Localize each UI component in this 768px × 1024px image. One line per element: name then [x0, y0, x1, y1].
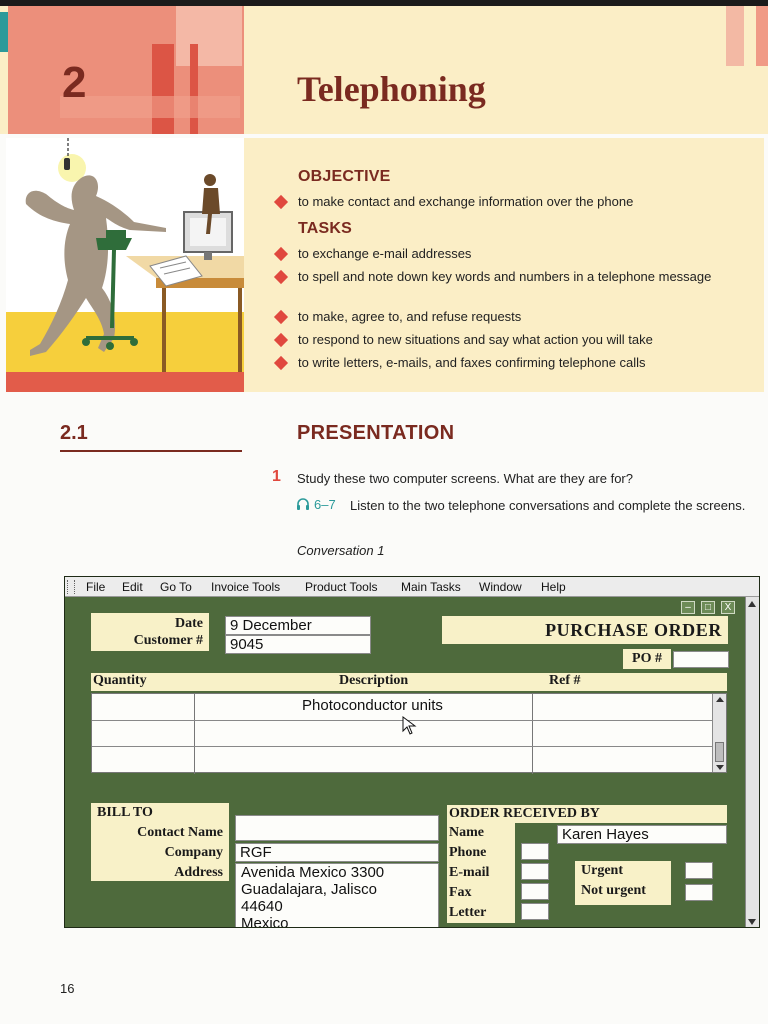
maximize-button[interactable]: □: [701, 601, 715, 614]
column-quantity: Quantity: [93, 673, 147, 688]
bill-to-label: BILL TO: [97, 805, 153, 820]
customer-label: Customer #: [133, 633, 203, 648]
teal-tab-decoration: [0, 12, 8, 52]
telephone-illustration: [6, 138, 244, 392]
received-by-name-field[interactable]: Karen Hayes: [557, 825, 727, 844]
section-number-rule: [60, 450, 242, 452]
bullet-diamond-icon: [274, 333, 288, 347]
phone-checkbox[interactable]: [521, 843, 549, 860]
section-number: 2.1: [60, 422, 88, 444]
conversation-label: Conversation 1: [297, 543, 385, 558]
page-number: 16: [60, 981, 75, 996]
table-scrollbar[interactable]: [712, 694, 726, 772]
contact-name-field[interactable]: [235, 815, 439, 841]
scroll-up-icon[interactable]: [748, 601, 756, 607]
company-field[interactable]: RGF: [235, 843, 439, 862]
company-label: Company: [164, 845, 223, 860]
po-label: PO #: [623, 649, 671, 669]
po-number-field[interactable]: [673, 651, 729, 668]
contact-method-label-box: [447, 823, 515, 923]
header-deco-stripe: [756, 6, 768, 66]
date-field[interactable]: 9 December: [225, 616, 371, 635]
exercise-instruction: Study these two computer screens. What are they are for?: [297, 471, 633, 486]
not-urgent-label: Not urgent: [581, 883, 646, 898]
table-header: [91, 673, 727, 691]
menu-go-to[interactable]: Go To: [160, 580, 192, 594]
purchase-order-title: PURCHASE ORDER: [442, 616, 728, 644]
letter-checkbox[interactable]: [521, 903, 549, 920]
menu-edit[interactable]: Edit: [122, 580, 143, 594]
phone-label: Phone: [449, 845, 487, 860]
menu-bar: [65, 577, 760, 597]
order-lines-table[interactable]: [91, 693, 727, 773]
table-scroll-up-icon[interactable]: [716, 697, 724, 702]
table-cell-description[interactable]: Photoconductor units: [302, 697, 443, 714]
purchase-order-window: [64, 576, 760, 928]
customer-number-field[interactable]: 9045: [225, 635, 371, 654]
task-item: to make, agree to, and refuse requests: [276, 309, 736, 325]
bullet-diamond-icon: [274, 356, 288, 370]
menu-help[interactable]: Help: [541, 580, 566, 594]
chapter-number: 2: [62, 58, 87, 107]
listen-instruction: Listen to the two telephone conversations and complete the screens.: [350, 498, 746, 513]
person-on-phone-icon: [6, 138, 244, 392]
bullet-diamond-icon: [274, 195, 288, 209]
menu-grip-handle[interactable]: [67, 580, 75, 594]
urgency-label-box: [575, 861, 671, 905]
fax-checkbox[interactable]: [521, 883, 549, 900]
name-label: Name: [449, 825, 484, 840]
menu-product-tools[interactable]: Product Tools: [305, 580, 378, 594]
letter-label: Letter: [449, 905, 487, 920]
header-red-bar: [152, 44, 174, 134]
menu-window[interactable]: Window: [479, 580, 522, 594]
objective-heading: OBJECTIVE: [298, 168, 391, 185]
audio-track-number[interactable]: 6–7: [314, 497, 336, 512]
date-customer-label-box: [91, 613, 209, 651]
tasks-heading: TASKS: [298, 220, 353, 237]
task-item: to respond to new situations and say what action you will take: [276, 332, 736, 348]
urgent-checkbox[interactable]: [685, 862, 713, 879]
menu-invoice-tools[interactable]: Invoice Tools: [211, 580, 281, 594]
task-item: to spell and note down key words and numbers in a telephone message: [276, 269, 716, 285]
mouse-cursor-icon: [402, 716, 418, 736]
header-deco-stripe: [726, 6, 744, 66]
bullet-diamond-icon: [274, 247, 288, 261]
scroll-down-icon[interactable]: [748, 919, 756, 925]
address-line: 44640: [241, 898, 283, 915]
not-urgent-checkbox[interactable]: [685, 884, 713, 901]
menu-file[interactable]: File: [86, 580, 106, 594]
chapter-title: Telephoning: [297, 69, 486, 109]
exercise-number: 1: [272, 468, 281, 485]
address-line: Mexico: [241, 915, 289, 928]
date-label: Date: [175, 616, 203, 631]
task-item: to exchange e-mail addresses: [276, 246, 736, 262]
header-red-bar-thin: [190, 44, 198, 134]
header-ghost-band: [60, 96, 240, 118]
email-label: E-mail: [449, 865, 490, 880]
section-title: PRESENTATION: [297, 422, 455, 444]
bullet-diamond-icon: [274, 310, 288, 324]
column-description: Description: [339, 673, 409, 688]
headphones-icon[interactable]: [296, 497, 310, 511]
column-ref: Ref #: [549, 673, 581, 688]
address-line: Guadalajara, Jalisco: [241, 881, 377, 898]
chapter-header: [0, 6, 768, 134]
bill-to-label-box: [91, 803, 229, 881]
window-scrollbar[interactable]: [745, 597, 759, 928]
objective-item: to make contact and exchange information over the phone: [276, 194, 736, 210]
header-pale-block: [176, 6, 242, 66]
table-scroll-thumb[interactable]: [715, 742, 724, 762]
column-divider: [532, 694, 533, 774]
email-checkbox[interactable]: [521, 863, 549, 880]
minimize-button[interactable]: –: [681, 601, 695, 614]
bullet-diamond-icon: [274, 270, 288, 284]
order-received-by-label: ORDER RECEIVED BY: [447, 805, 727, 823]
row-divider: [92, 746, 712, 747]
address-label: Address: [174, 865, 223, 880]
contact-name-label: Contact Name: [137, 825, 223, 840]
task-item: to write letters, e-mails, and faxes confirming telephone calls: [276, 355, 736, 371]
address-line: Avenida Mexico 3300: [241, 864, 385, 881]
menu-main-tasks[interactable]: Main Tasks: [401, 580, 461, 594]
column-divider: [194, 694, 195, 774]
fax-label: Fax: [449, 885, 472, 900]
table-scroll-down-icon[interactable]: [716, 765, 724, 770]
urgent-label: Urgent: [581, 863, 623, 878]
close-button[interactable]: X: [721, 601, 735, 614]
